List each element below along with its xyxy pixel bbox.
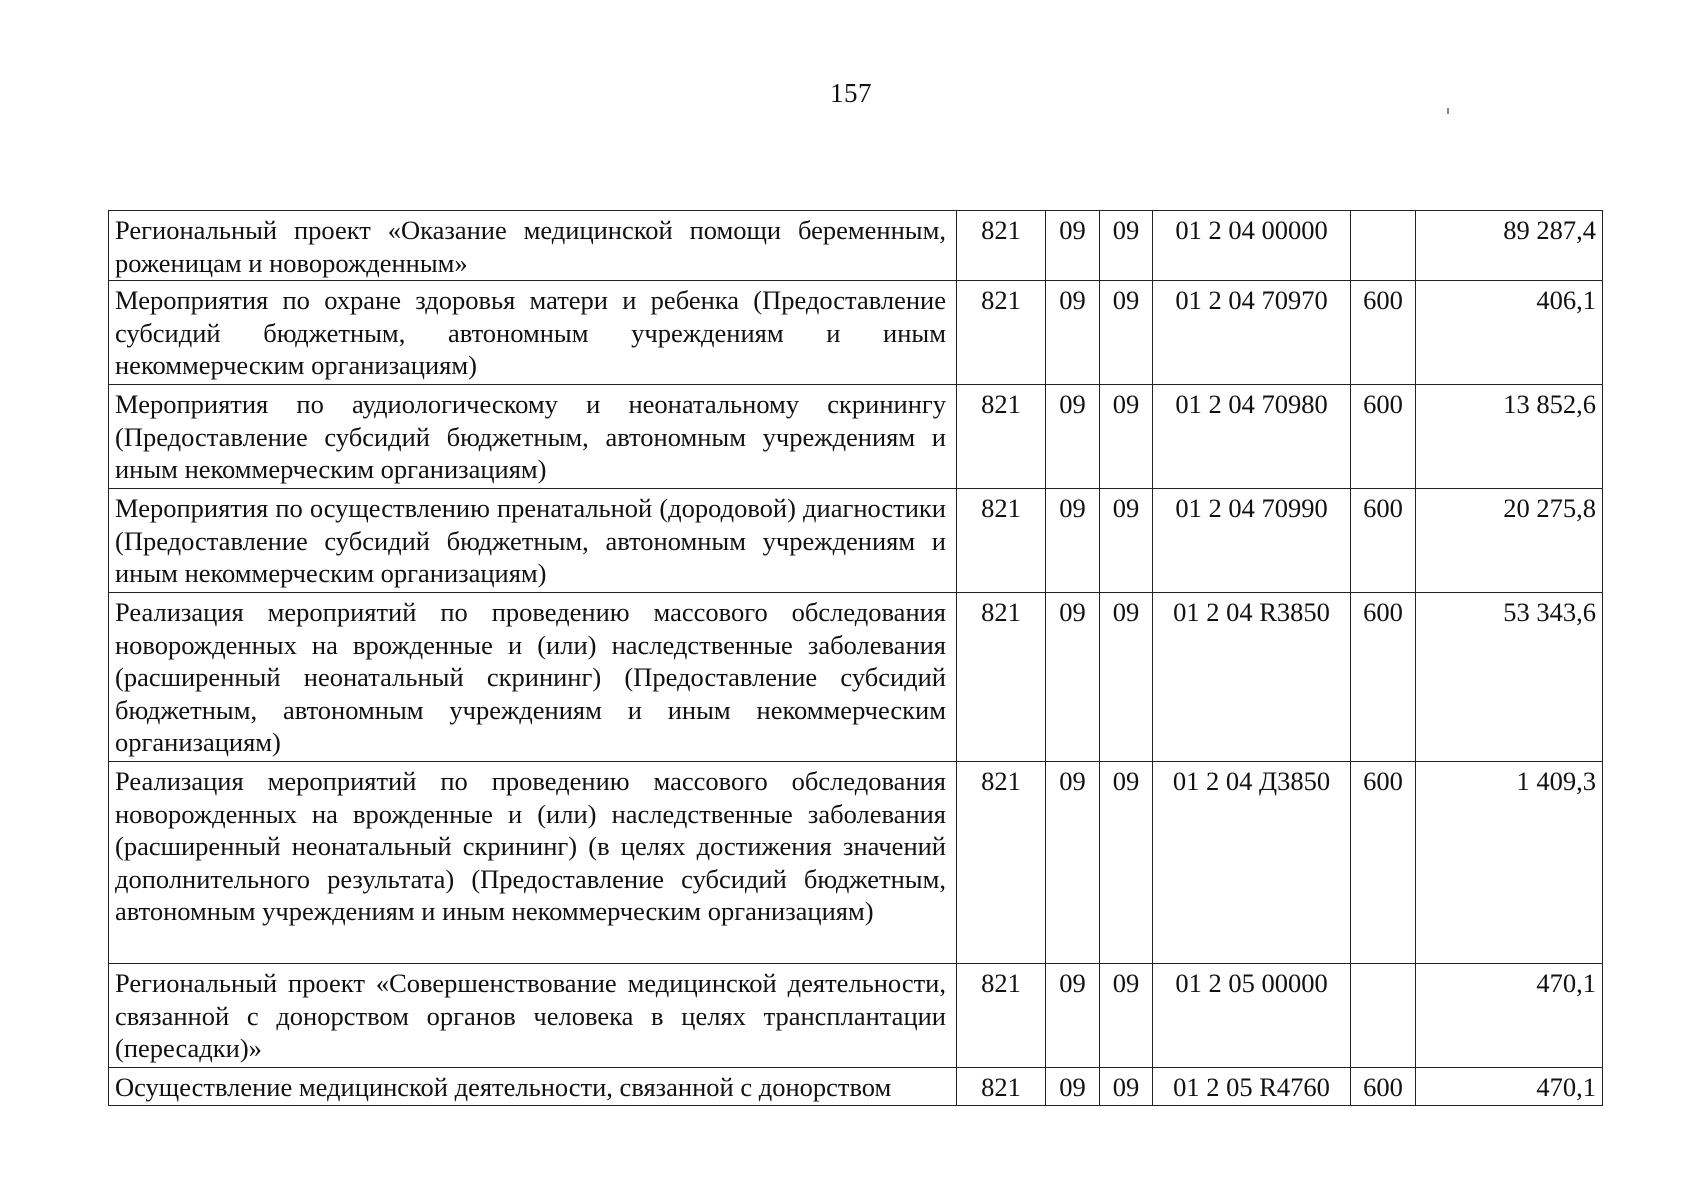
amount: 406,1 [1416, 281, 1603, 385]
target-article-code: 01 2 05 R4760 [1153, 1068, 1351, 1106]
admin-code: 821 [957, 964, 1046, 1068]
row-name: Реализация мероприятий по проведению массового обследования новорожденных на врожденные и (или) наследственные заболевания (расширенный неонатальный скрининг) (в целях достижения значений дополнительного результата) (Предоставление субсидий бюджетным, автономным учреждениям и иным некоммерческим организациям) [109, 762, 957, 964]
target-article-code: 01 2 04 Д3850 [1153, 762, 1351, 964]
admin-code: 821 [957, 593, 1046, 762]
row-name: Мероприятия по охране здоровья матери и ребенка (Предоставление субсидий бюджетным, автономным учреждениям и иным некоммерческим организациям) [109, 281, 957, 385]
scan-artifact [1447, 108, 1449, 114]
row-name: Мероприятия по осуществлению пренатальной (дородовой) диагностики (Предоставление субсидий бюджетным, автономным учреждениям и иным некоммерческим организациям) [109, 489, 957, 593]
budget-table [108, 210, 1603, 1106]
subsection-code: 09 [1100, 593, 1153, 762]
expense-type-code: 600 [1351, 1068, 1416, 1106]
table-row [109, 593, 1603, 762]
table-body [109, 211, 1603, 1106]
row-name: Реализация мероприятий по проведению массового обследования новорожденных на врожденные и (или) наследственные заболевания (расширенный неонатальный скрининг) (Предоставление субсидий бюджетным, автономным учреждениям и иным некоммерческим организациям) [109, 593, 957, 762]
section-code: 09 [1046, 762, 1100, 964]
amount: 13 852,6 [1416, 385, 1603, 489]
target-article-code: 01 2 04 00000 [1153, 211, 1351, 281]
admin-code: 821 [957, 281, 1046, 385]
section-code: 09 [1046, 964, 1100, 1068]
admin-code: 821 [957, 762, 1046, 964]
target-article-code: 01 2 04 R3850 [1153, 593, 1351, 762]
amount: 89 287,4 [1416, 211, 1603, 281]
expense-type-code: 600 [1351, 385, 1416, 489]
table-row [109, 385, 1603, 489]
admin-code: 821 [957, 211, 1046, 281]
section-code: 09 [1046, 281, 1100, 385]
subsection-code: 09 [1100, 762, 1153, 964]
section-code: 09 [1046, 385, 1100, 489]
amount: 1 409,3 [1416, 762, 1603, 964]
amount: 53 343,6 [1416, 593, 1603, 762]
target-article-code: 01 2 04 70990 [1153, 489, 1351, 593]
target-article-code: 01 2 04 70970 [1153, 281, 1351, 385]
section-code: 09 [1046, 211, 1100, 281]
table-row [109, 1068, 1603, 1106]
expense-type-code: 600 [1351, 593, 1416, 762]
table-row [109, 964, 1603, 1068]
section-code: 09 [1046, 593, 1100, 762]
section-code: 09 [1046, 489, 1100, 593]
expense-type-code: 600 [1351, 762, 1416, 964]
amount: 470,1 [1416, 964, 1603, 1068]
table-row [109, 489, 1603, 593]
subsection-code: 09 [1100, 964, 1153, 1068]
page-number: 157 [830, 78, 872, 108]
row-name: Осуществление медицинской деятельности, связанной с донорством [109, 1068, 957, 1106]
amount: 470,1 [1416, 1068, 1603, 1106]
expense-type-code: 600 [1351, 281, 1416, 385]
subsection-code: 09 [1100, 385, 1153, 489]
subsection-code: 09 [1100, 489, 1153, 593]
expense-type-code: 600 [1351, 489, 1416, 593]
table-row [109, 762, 1603, 964]
target-article-code: 01 2 05 00000 [1153, 964, 1351, 1068]
expense-type-code [1351, 211, 1416, 281]
table-row [109, 281, 1603, 385]
admin-code: 821 [957, 385, 1046, 489]
target-article-code: 01 2 04 70980 [1153, 385, 1351, 489]
admin-code: 821 [957, 1068, 1046, 1106]
amount: 20 275,8 [1416, 489, 1603, 593]
subsection-code: 09 [1100, 281, 1153, 385]
admin-code: 821 [957, 489, 1046, 593]
subsection-code: 09 [1100, 211, 1153, 281]
row-name: Мероприятия по аудиологическому и неонатальному скринингу (Предоставление субсидий бюджетным, автономным учреждениям и иным некоммерческим организациям) [109, 385, 957, 489]
expense-type-code [1351, 964, 1416, 1068]
row-name: Региональный проект «Оказание медицинской помощи беременным, роженицам и новорожденным» [109, 211, 957, 281]
section-code: 09 [1046, 1068, 1100, 1106]
row-name: Региональный проект «Совершенствование медицинской деятельности, связанной с донорством органов человека в целях трансплантации (пересадки)» [109, 964, 957, 1068]
table-row [109, 211, 1603, 281]
subsection-code: 09 [1100, 1068, 1153, 1106]
